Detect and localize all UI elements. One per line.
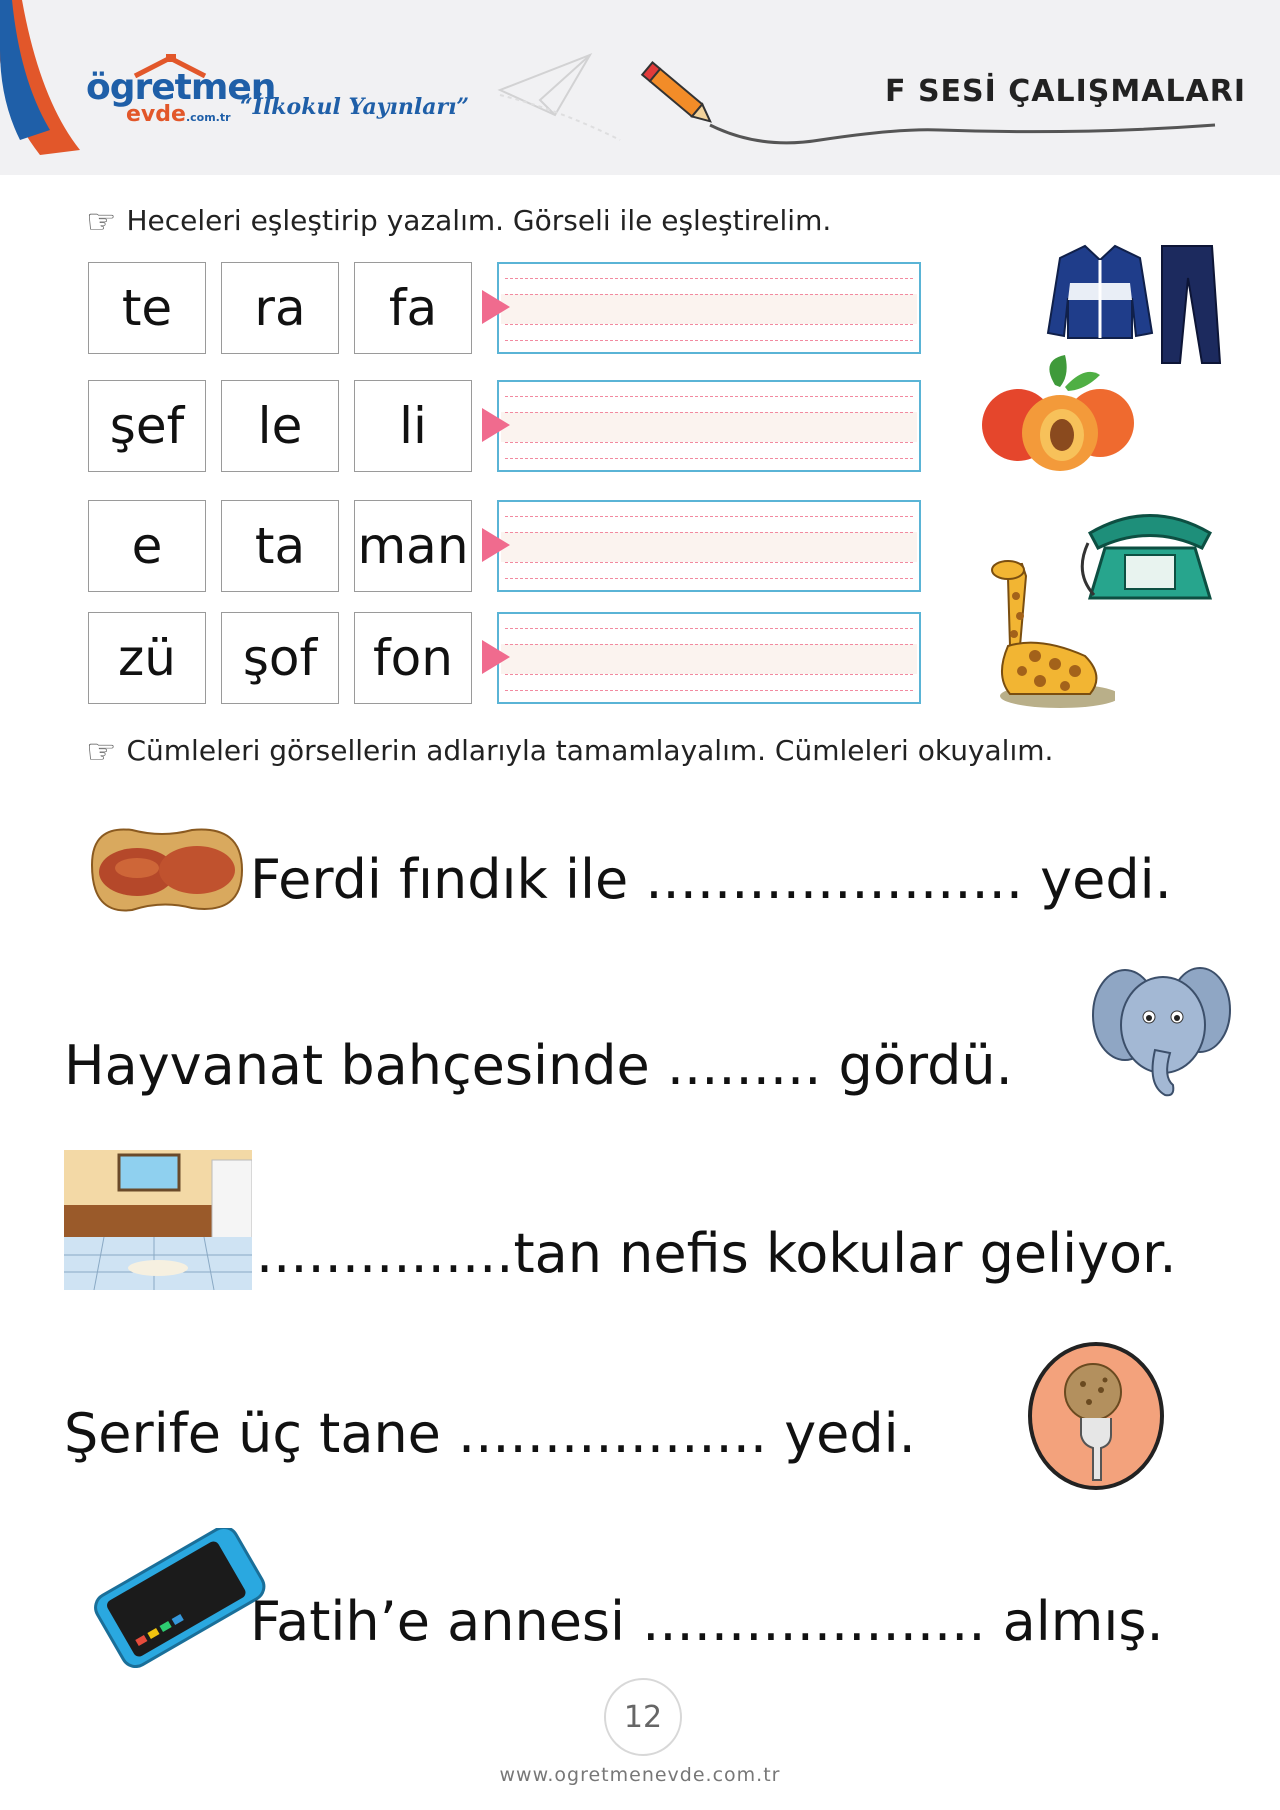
sentence-1: Ferdi fındık ile ...................... yedi. — [250, 848, 1172, 911]
syllable-cell: li — [354, 380, 472, 472]
syllable-cell: le — [221, 380, 339, 472]
syllable-cell: te — [88, 262, 206, 354]
giraffe-image — [980, 556, 1115, 711]
syllable-cell: zü — [88, 612, 206, 704]
pencil-icon — [642, 62, 715, 127]
tracksuit-image — [1040, 238, 1230, 368]
logo-main: ögretmen — [86, 67, 276, 108]
syllable-cell: man — [354, 500, 472, 592]
phone-image — [80, 1528, 275, 1668]
syllable-cell: fa — [354, 262, 472, 354]
instruction-1 — [86, 202, 831, 242]
logo-sub: evde.com.tr — [126, 102, 231, 127]
sentence-3: ...............tan nefis kokular geliyor. — [256, 1222, 1177, 1285]
instruction-2 — [86, 732, 1053, 772]
arrow-icon — [482, 408, 510, 442]
kitchen-image — [64, 1150, 252, 1290]
syllable-cell: e — [88, 500, 206, 592]
writing-field[interactable] — [497, 500, 921, 592]
pants-icon — [1162, 246, 1220, 363]
pointing-hand-icon: ☞ — [86, 732, 117, 772]
arrow-icon — [482, 290, 510, 324]
house-roof-icon — [130, 54, 210, 78]
meatball-image — [1025, 1340, 1167, 1492]
writing-field[interactable] — [497, 612, 921, 704]
writing-field[interactable] — [497, 262, 921, 354]
syllable-cell: fon — [354, 612, 472, 704]
arrow-icon — [482, 640, 510, 674]
instruction-2-text: Cümleleri görsellerin adlarıyla tamamlayalım. Cümleleri okuyalım. — [126, 734, 1054, 767]
sentence-4: Şerife üç tane .................. yedi. — [64, 1402, 916, 1465]
instruction-1-text: Heceleri eşleştirip yazalım. Görseli ile eşleştirelim. — [126, 204, 832, 237]
paper-plane-icon — [500, 55, 620, 140]
syllable-cell: ta — [221, 500, 339, 592]
publisher-name: “İlkokul Yayınları” — [240, 94, 470, 120]
jacket-icon — [1048, 246, 1152, 338]
footer-url: www.ogretmenevde.com.tr — [499, 1764, 781, 1786]
page-title: F SESİ ÇALIŞMALARI — [885, 74, 1247, 109]
sentence-2: Hayvanat bahçesinde ......... gördü. — [64, 1034, 1013, 1097]
page-number: 12 — [604, 1678, 682, 1756]
pointing-hand-icon: ☞ — [86, 202, 117, 242]
syllable-cell: şof — [221, 612, 339, 704]
peach-image — [980, 355, 1140, 475]
peanut-image — [82, 820, 247, 920]
sentence-5: Fatih’e annesi .................... almış. — [250, 1590, 1164, 1653]
syllable-cell: şef — [88, 380, 206, 472]
writing-field[interactable] — [497, 380, 921, 472]
syllable-cell: ra — [221, 262, 339, 354]
arrow-icon — [482, 528, 510, 562]
elephant-image — [1085, 955, 1235, 1105]
